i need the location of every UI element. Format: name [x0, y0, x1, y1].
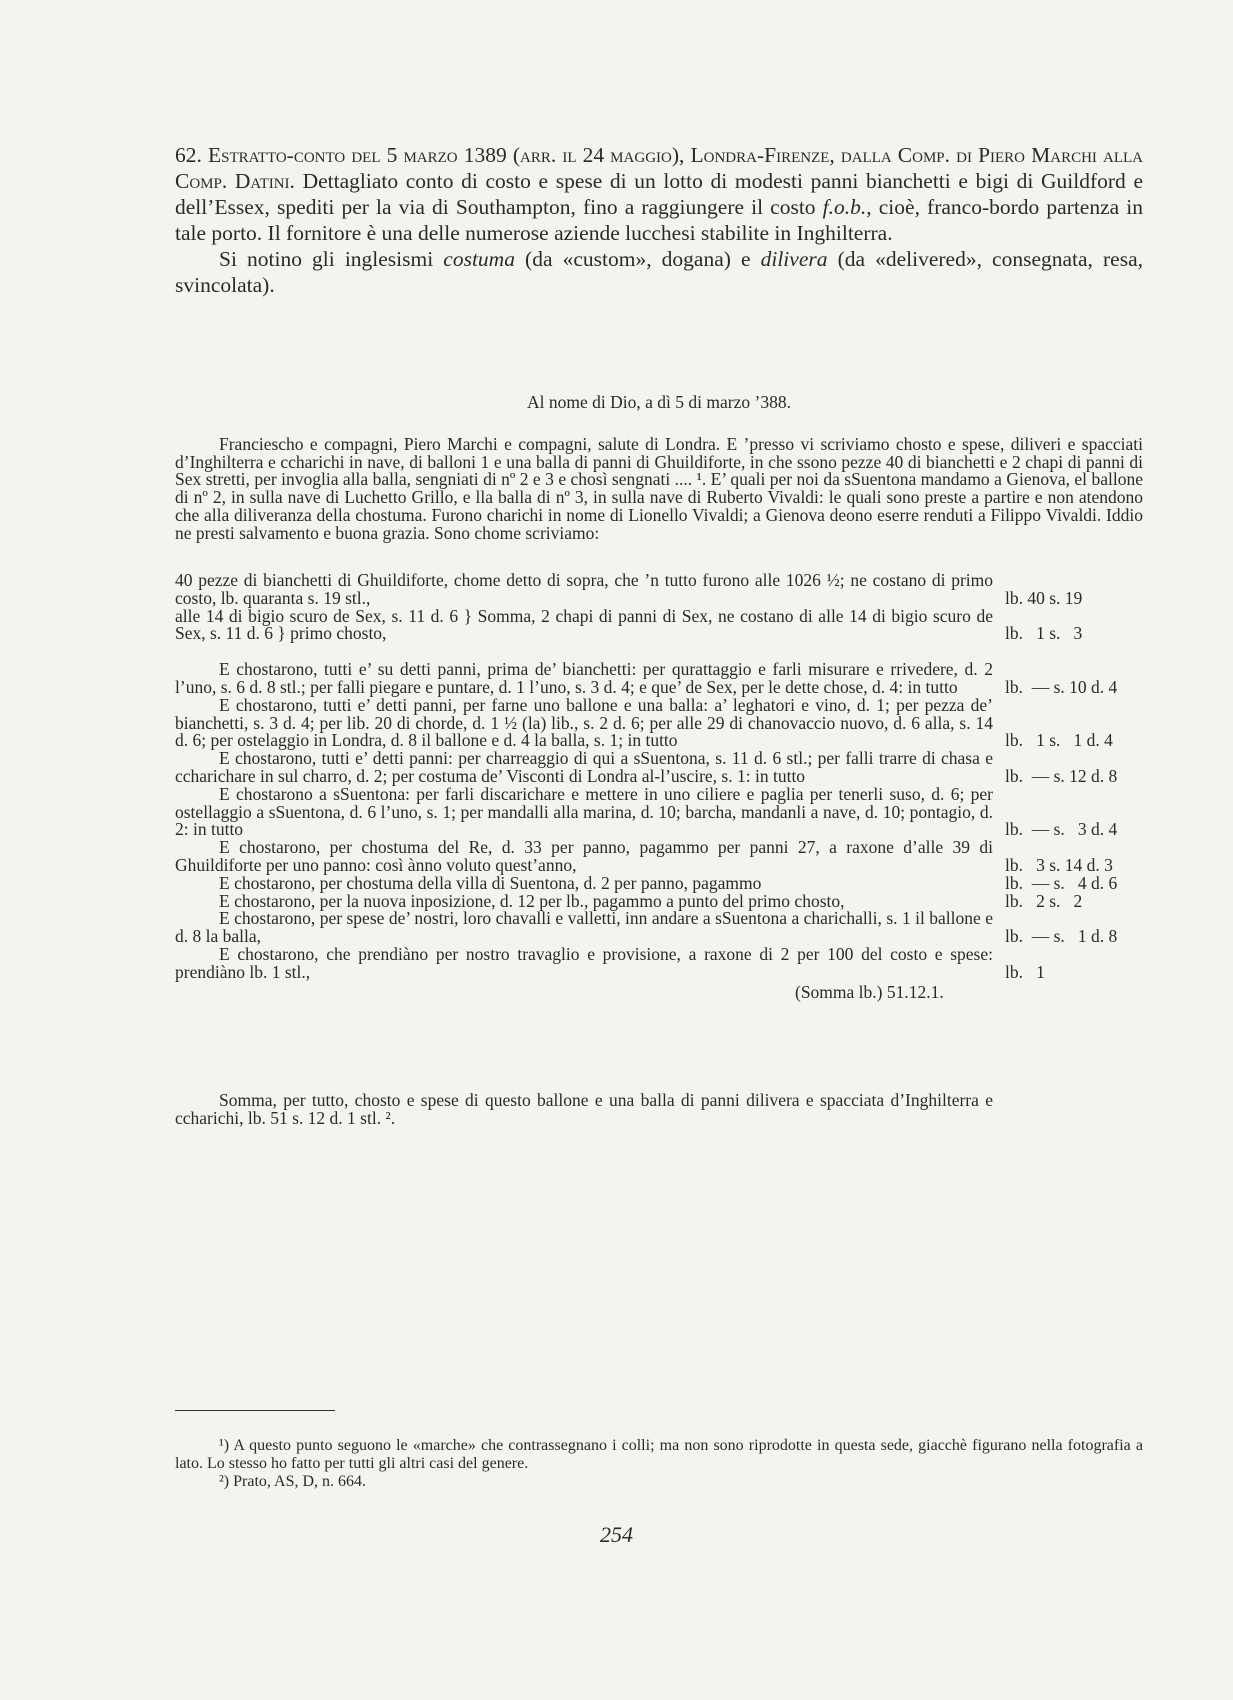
ledger-row: [175, 694, 1143, 751]
note-part-2: (da «custom», dogana) e: [514, 247, 761, 271]
ledger-item-text: E chostarono, per chostuma della villa di Suentona, d. 2 per panno, pagammo: [219, 872, 762, 893]
ledger-item-text: E chostarono, che prendiàno per nostro travaglio e provisione, a raxone di 2 per 100 del costo e spese: prendiàno lb. 1 stl.,: [175, 943, 993, 982]
ledger-row: [175, 783, 1143, 840]
term-costuma: costuma: [443, 247, 515, 271]
ledger-item-amount: lb. — s. 4 d. 6: [1005, 872, 1118, 893]
ledger-item-text: E chostarono, per spese de’ nostri, loro chavalli e valletti, inn andare a sSuentona a charichalli, s. 1 il ballone e d. 8 la balla,: [175, 908, 993, 947]
ledger-row: [175, 750, 1143, 786]
ledger-item-amount: lb. 40 s. 19: [1005, 587, 1083, 608]
ledger-item-amount: lb. 1 s. 1 d. 4: [1005, 730, 1113, 751]
footnote-2: ²) Prato, AS, D, n. 664.: [219, 1473, 367, 1490]
ledger-row: [175, 872, 1143, 893]
ledger-item-amount: lb. 3 s. 14 d. 3: [1005, 854, 1113, 875]
ledger-total: (Somma lb.) 51.12.1.: [795, 981, 944, 1002]
term-dilivera: dilivera: [760, 247, 828, 271]
footnote-1: ¹) A questo punto seguono le «marche» che contrassegnano i colli; ma non sono riprodotte in questa sede, giacchè figurano nella fotografia a lato. Lo stesso ho fatto per tutti gli altri casi del genere.: [175, 1437, 1143, 1472]
entry-description-2: , cioè, franco-bordo partenza in tale porto. Il fornitore è una delle numerose aziende lucchesi stabilite in Inghilterra.: [175, 195, 1143, 245]
ledger-item-text: 40 pezze di bianchetti di Ghuildiforte, chome detto di sopra, che ’n tutto furono alle 1026 ½; ne costano di primo costo, lb. quaranta s. 19 stl.,: [175, 570, 993, 608]
ledger-item-text: E chostarono, tutti e’ detti panni, per farne uno ballone e una balla: a’ leghatori e vino, d. 1; per pezza de’ bianchetti, s. 3 d. 4; per lib. 20 di chorde, d. 1 ½ (la) lib., s. 2 d. 6; per alle 29 di chanovaccio nuovo, d. 6 alla, s. 14 d. 6; per ostelaggio in Londra, d. 8 il ballone e d. 4 la balla, s. 1; in tutto: [175, 694, 993, 751]
page-number: 254: [600, 1522, 633, 1547]
ledger-item-text: E chostarono, tutti e’ su detti panni, prima de’ bianchetti: per qurattaggio e farli misurare e rrivedere, d. 2 l’uno, s. 6 d. 8 stl.; per falli piegare e puntare, d. 1 l’uno, s. 3 d. 4; e que’ de Sex, per le dette chose, d. 4: in tutto: [175, 659, 993, 697]
ledger-item-text: E chostarono, tutti e’ detti panni: per charreaggio di qui a sSuentona, s. 11 d. 6 stl.; per falli trarre di chasa e ccharichare in sul charro, d. 2; per costuma de’ Visconti di Londra al-l’uscire, s. 1: in tutto: [175, 748, 993, 786]
ledger-item-amount: lb. — s. 12 d. 8: [1005, 765, 1118, 786]
ledger-item-text: alle 14 di bigio scuro de Sex, s. 11 d. 6 } Somma, 2 chapi di panni di Sex, ne costano di alle 14 di bigio scuro de Sex, s. 11 d. 6 } primo chosto,: [175, 605, 993, 644]
ledger-item-amount: lb. — s. 1 d. 8: [1005, 926, 1118, 947]
entry-introduction: [175, 142, 1143, 298]
ledger-item-text: E chostarono a sSuentona: per farli discarichare e mettere in uno ciliere e paglia per tenerli suso, d. 6; per ostellaggio a sSuentona, d. 6 l’uno, s. 1; per mandalli alla marina, d. 10; barcha, mandanli a nave, d. 10; pontagio, d. 2: in tutto: [175, 783, 993, 840]
note-part-3: (da «delivered», consegnata, resa, svincolata).: [175, 247, 1143, 297]
ledger-row: [175, 661, 1143, 697]
ledger-row: [175, 572, 1143, 608]
ledger-item-amount: lb. — s. 3 d. 4: [1005, 819, 1118, 840]
footnote-divider: [175, 1410, 335, 1411]
ledger-item-text: E chostarono, per la nuova inposizione, d. 12 per lb., pagammo a punto del primo chosto,: [219, 890, 845, 911]
ledger-item-amount: lb. 2 s. 2: [1005, 890, 1083, 911]
entry-heading: [175, 142, 1143, 246]
entry-description-1: Dettagliato conto di costo e spese di un lotto di modesti panni bianchetti e bigi di Guildford e dell’Essex, spediti per la via di Southampton, fino a raggiungere il costo: [175, 169, 1143, 219]
ledger-item-text: E chostarono, per chostuma del Re, d. 33 per panno, pagammo per panni 27, a raxone d’alle 39 di Ghuildiforte per uno panno: così ànno voluto quest’anno,: [175, 837, 993, 875]
entry-number: 62.: [175, 143, 202, 167]
footnotes: [175, 1437, 1143, 1491]
fob-term: f.o.b.: [822, 195, 867, 219]
letter: [175, 394, 1143, 543]
account-ledger: [175, 572, 1143, 1001]
ledger-row: [175, 839, 1143, 875]
entry-title: Estratto-conto del 5 marzo 1389 (arr. il 24 maggio), Londra-Firenze, dalla Comp. di Piero Marchi alla Comp. Datini.: [175, 143, 1144, 193]
ledger-row: [175, 605, 1143, 644]
ledger-item-amount: lb. 1 s. 3: [1005, 623, 1083, 644]
letter-heading: Al nome di Dio, a dì 5 di marzo ’388.: [527, 392, 791, 412]
account-summary: Somma, per tutto, chosto e spese di questo ballone e una balla di panni dilivera e spacciata d’Inghilterra e ccharichi, lb. 51 s. 12 d. 1 stl. ².: [175, 1089, 993, 1128]
letter-body: Franciescho e compagni, Piero Marchi e compagni, salute di Londra. E ’presso vi scriviamo chosto e spese, diliveri e spacciati d’Inghilterra e ccharichi in nave, di balloni 1 e una balla di panni di Ghuildiforte, in che ssono pezze 40 di bianchetti e 2 chapi di panni di Sex stretti, per invoglia alla balla, sengniati di nº 2 e 3 e chosì sengnati .... ¹. E’ quali per noi da sSuentona mandamo a Gienova, el ballone di nº 2, in sulla nave di Luchetto Grillo, e lla balla di nº 3, in sulla nave di Ruberto Vivaldi: le quali sono preste a partire e non atendono che alla diliveranza della chostuma. Furono charichi in nome di Lionello Vivaldi; a Gienova deono eserre renduti a Filippo Vivaldi. Iddio ne presti salvamento e buona grazia. Sono chome scriviamo:: [175, 433, 1143, 543]
entry-note: [175, 246, 1143, 298]
ledger-row: [175, 943, 1143, 982]
ledger-item-amount: lb. — s. 10 d. 4: [1005, 676, 1118, 697]
ledger-item-amount: lb. 1: [1005, 961, 1045, 982]
ledger-row: [175, 910, 1143, 946]
note-part-1: Si notino gli inglesismi: [219, 247, 444, 271]
